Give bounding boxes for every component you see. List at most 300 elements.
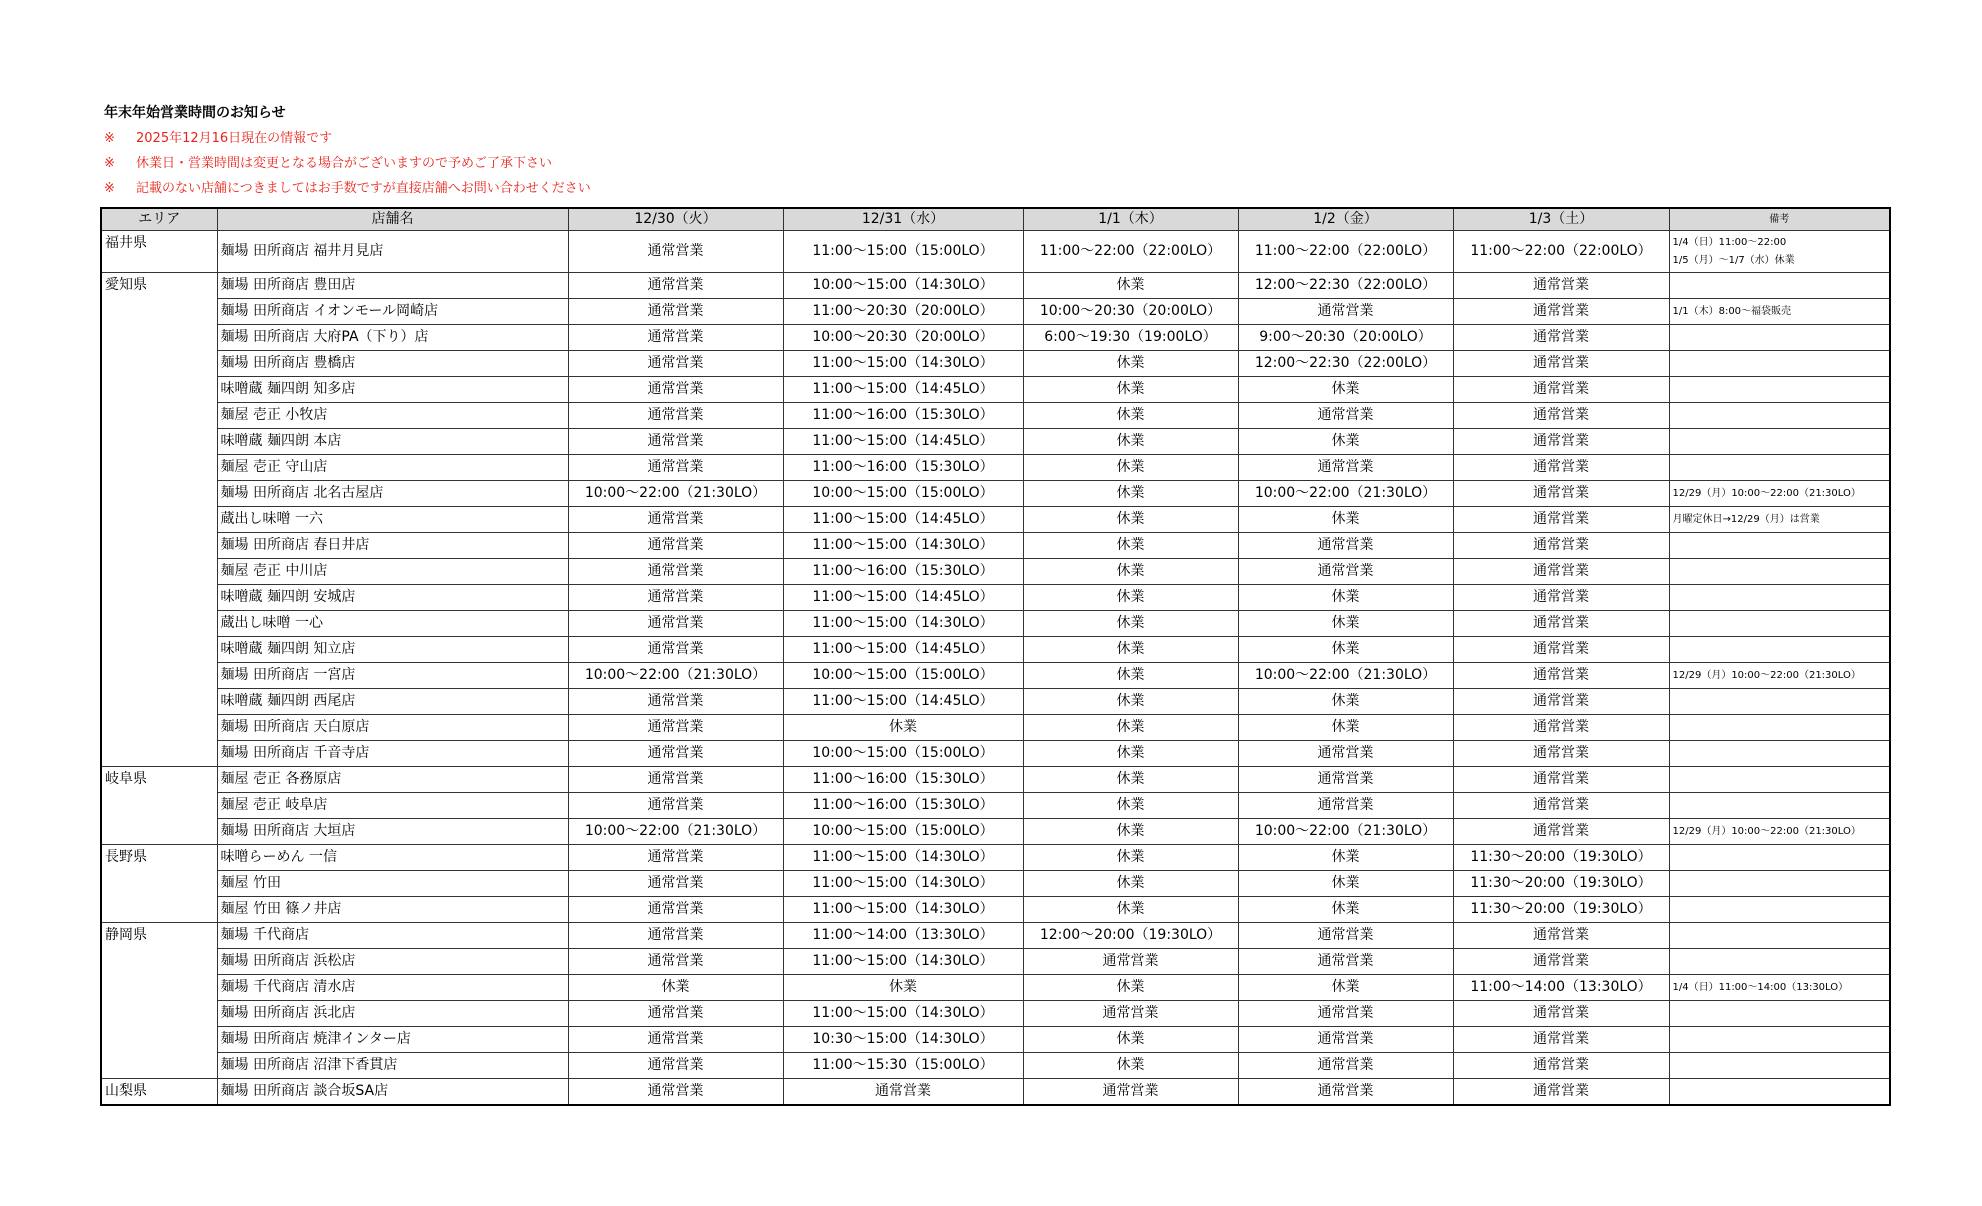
remarks-cell <box>1669 715 1890 741</box>
cell-0102: 通常営業 <box>1238 741 1453 767</box>
cell-0101: 通常営業 <box>1023 1001 1238 1027</box>
cell-1230: 通常営業 <box>568 429 783 455</box>
cell-1230: 10:00～22:00（21:30LO） <box>568 819 783 845</box>
cell-1230: 通常営業 <box>568 949 783 975</box>
cell-0103: 通常営業 <box>1453 455 1669 481</box>
cell-0101: 休業 <box>1023 377 1238 403</box>
cell-1230: 通常営業 <box>568 325 783 351</box>
cell-0102: 通常営業 <box>1238 1001 1453 1027</box>
cell-0102: 通常営業 <box>1238 1053 1453 1079</box>
remarks-cell <box>1669 1053 1890 1079</box>
cell-0103: 通常営業 <box>1453 1027 1669 1053</box>
table-row <box>101 455 1890 481</box>
area-cell: 岐阜県 <box>101 767 217 845</box>
shop-name-cell: 味噌らーめん 一信 <box>217 845 568 871</box>
cell-0101: 休業 <box>1023 559 1238 585</box>
remarks-line: 1/4（日）11:00～22:00 <box>1672 236 1787 248</box>
shop-name-cell: 麺場 田所商店 浜松店 <box>217 949 568 975</box>
cell-0101: 休業 <box>1023 481 1238 507</box>
shop-name-cell: 蔵出し味噌 一六 <box>217 507 568 533</box>
cell-1230: 通常営業 <box>568 403 783 429</box>
cell-1230: 通常営業 <box>568 637 783 663</box>
cell-0103: 通常営業 <box>1453 585 1669 611</box>
cell-1230: 通常営業 <box>568 897 783 923</box>
cell-0101: 休業 <box>1023 429 1238 455</box>
remarks-cell <box>1669 1027 1890 1053</box>
cell-1231: 11:00～15:00（14:45LO） <box>783 689 1023 715</box>
cell-0103: 11:00～22:00（22:00LO） <box>1453 231 1669 273</box>
cell-1231: 10:00～15:00（15:00LO） <box>783 819 1023 845</box>
cell-0103: 通常営業 <box>1453 403 1669 429</box>
cell-1230: 通常営業 <box>568 351 783 377</box>
table-row <box>101 949 1890 975</box>
remarks-cell <box>1669 325 1890 351</box>
shop-name-cell: 麺場 田所商店 天白原店 <box>217 715 568 741</box>
remarks-cell <box>1669 1001 1890 1027</box>
table-row <box>101 611 1890 637</box>
shop-name-cell: 味噌蔵 麺四朗 本店 <box>217 429 568 455</box>
remarks-line: 1/1（木）8:00～福袋販売 <box>1672 306 1792 317</box>
cell-0102: 通常営業 <box>1238 455 1453 481</box>
remarks-cell <box>1669 611 1890 637</box>
notice-note <box>104 126 591 151</box>
cell-1230: 10:00～22:00（21:30LO） <box>568 481 783 507</box>
table-row <box>101 231 1890 273</box>
cell-1230: 通常営業 <box>568 611 783 637</box>
remarks-cell <box>1669 923 1890 949</box>
cell-0101: 休業 <box>1023 403 1238 429</box>
cell-1231: 10:00～15:00（15:00LO） <box>783 663 1023 689</box>
notice-note <box>104 176 591 201</box>
cell-0101: 11:00～22:00（22:00LO） <box>1023 231 1238 273</box>
cell-1230: 通常営業 <box>568 741 783 767</box>
shop-name-cell: 麺場 田所商店 福井月見店 <box>217 231 568 273</box>
col-header-0103: 1/3（土） <box>1453 208 1669 231</box>
cell-1231: 11:00～15:00（14:45LO） <box>783 637 1023 663</box>
cell-0103: 通常営業 <box>1453 429 1669 455</box>
table-row <box>101 663 1890 689</box>
cell-0101: 休業 <box>1023 767 1238 793</box>
table-row <box>101 481 1890 507</box>
shop-name-cell: 麺屋 壱正 守山店 <box>217 455 568 481</box>
cell-0102: 10:00～22:00（21:30LO） <box>1238 481 1453 507</box>
cell-1230: 通常営業 <box>568 793 783 819</box>
table-row <box>101 689 1890 715</box>
remarks-cell <box>1669 793 1890 819</box>
area-cell: 愛知県 <box>101 273 217 767</box>
cell-0102: 通常営業 <box>1238 533 1453 559</box>
cell-0103: 通常営業 <box>1453 819 1669 845</box>
schedule-table <box>100 207 1891 1106</box>
table-row <box>101 819 1890 845</box>
remarks-cell <box>1669 351 1890 377</box>
note-mark: ※ <box>104 156 115 171</box>
shop-name-cell: 麺場 田所商店 春日井店 <box>217 533 568 559</box>
cell-0102: 通常営業 <box>1238 923 1453 949</box>
cell-0102: 休業 <box>1238 715 1453 741</box>
table-row <box>101 273 1890 299</box>
table-row <box>101 403 1890 429</box>
shop-name-cell: 麺屋 壱正 小牧店 <box>217 403 568 429</box>
table-row <box>101 533 1890 559</box>
cell-1231: 11:00～15:00（14:45LO） <box>783 585 1023 611</box>
shop-name-cell: 麺場 田所商店 一宮店 <box>217 663 568 689</box>
area-cell: 長野県 <box>101 845 217 923</box>
cell-0102: 通常営業 <box>1238 403 1453 429</box>
cell-0103: 11:30～20:00（19:30LO） <box>1453 871 1669 897</box>
cell-0101: 休業 <box>1023 507 1238 533</box>
remarks-line: 12/29（月）10:00～22:00（21:30LO） <box>1672 488 1861 499</box>
shop-name-cell: 麺場 千代商店 清水店 <box>217 975 568 1001</box>
shop-name-cell: 味噌蔵 麺四朗 知多店 <box>217 377 568 403</box>
table-row <box>101 1001 1890 1027</box>
notice-header <box>104 100 591 201</box>
shop-name-cell: 麺屋 壱正 岐阜店 <box>217 793 568 819</box>
shop-name-cell: 麺場 田所商店 千音寺店 <box>217 741 568 767</box>
cell-1230: 通常営業 <box>568 767 783 793</box>
cell-0102: 10:00～22:00（21:30LO） <box>1238 663 1453 689</box>
cell-1231: 11:00～15:00（14:30LO） <box>783 611 1023 637</box>
cell-0101: 休業 <box>1023 637 1238 663</box>
cell-1231: 11:00～15:00（14:30LO） <box>783 533 1023 559</box>
cell-0103: 通常営業 <box>1453 949 1669 975</box>
table-row <box>101 871 1890 897</box>
remarks-cell <box>1669 299 1890 325</box>
table-row <box>101 429 1890 455</box>
page-title: 年末年始営業時間のお知らせ <box>104 105 286 121</box>
remarks-cell <box>1669 819 1890 845</box>
remarks-cell <box>1669 481 1890 507</box>
cell-0101: 休業 <box>1023 273 1238 299</box>
cell-0102: 通常営業 <box>1238 299 1453 325</box>
table-row <box>101 299 1890 325</box>
cell-0103: 通常営業 <box>1453 793 1669 819</box>
cell-0102: 11:00～22:00（22:00LO） <box>1238 231 1453 273</box>
note-text: 記載のない店舗につきましてはお手数ですが直接店舗へお問い合わせください <box>136 181 591 196</box>
table-row <box>101 767 1890 793</box>
area-cell: 福井県 <box>101 231 217 273</box>
cell-0103: 通常営業 <box>1453 767 1669 793</box>
cell-0102: 9:00～20:30（20:00LO） <box>1238 325 1453 351</box>
cell-0102: 休業 <box>1238 975 1453 1001</box>
note-mark: ※ <box>104 181 115 196</box>
col-header-remarks: 備考 <box>1669 208 1890 231</box>
cell-0103: 通常営業 <box>1453 273 1669 299</box>
table-row <box>101 923 1890 949</box>
col-header-0102: 1/2（金） <box>1238 208 1453 231</box>
cell-1231: 11:00～15:00（14:45LO） <box>783 429 1023 455</box>
table-row <box>101 975 1890 1001</box>
remarks-line: 12/29（月）10:00～22:00（21:30LO） <box>1672 826 1861 837</box>
shop-name-cell: 麺場 田所商店 大垣店 <box>217 819 568 845</box>
cell-0102: 休業 <box>1238 585 1453 611</box>
cell-0102: 休業 <box>1238 507 1453 533</box>
cell-0103: 11:30～20:00（19:30LO） <box>1453 845 1669 871</box>
remarks-cell <box>1669 455 1890 481</box>
cell-1230: 通常営業 <box>568 845 783 871</box>
cell-0103: 11:00～14:00（13:30LO） <box>1453 975 1669 1001</box>
table-row <box>101 897 1890 923</box>
col-header-shop: 店舗名 <box>217 208 568 231</box>
cell-1231: 10:00～20:30（20:00LO） <box>783 325 1023 351</box>
remarks-line: 1/4（日）11:00～14:00（13:30LO） <box>1672 982 1849 993</box>
cell-0101: 休業 <box>1023 351 1238 377</box>
shop-name-cell: 麺場 田所商店 豊橋店 <box>217 351 568 377</box>
col-header-1230: 12/30（火） <box>568 208 783 231</box>
col-header-1231: 12/31（水） <box>783 208 1023 231</box>
cell-0101: 通常営業 <box>1023 949 1238 975</box>
table-header <box>101 208 1890 231</box>
cell-0101: 休業 <box>1023 611 1238 637</box>
note-mark: ※ <box>104 131 115 146</box>
shop-name-cell: 麺場 田所商店 イオンモール岡崎店 <box>217 299 568 325</box>
cell-0101: 通常営業 <box>1023 1079 1238 1106</box>
remarks-cell <box>1669 1079 1890 1106</box>
cell-1231: 10:00～15:00（15:00LO） <box>783 741 1023 767</box>
table-row <box>101 1079 1890 1106</box>
shop-name-cell: 麺場 田所商店 浜北店 <box>217 1001 568 1027</box>
cell-1231: 11:00～15:00（14:30LO） <box>783 1001 1023 1027</box>
table-row <box>101 507 1890 533</box>
cell-0102: 休業 <box>1238 377 1453 403</box>
shop-name-cell: 麺屋 竹田 <box>217 871 568 897</box>
cell-0101: 休業 <box>1023 845 1238 871</box>
remarks-cell <box>1669 975 1890 1001</box>
cell-0103: 通常営業 <box>1453 715 1669 741</box>
cell-0103: 通常営業 <box>1453 299 1669 325</box>
cell-1231: 11:00～16:00（15:30LO） <box>783 559 1023 585</box>
cell-1231: 11:00～15:00（14:45LO） <box>783 377 1023 403</box>
cell-1230: 通常営業 <box>568 1079 783 1106</box>
cell-1230: 通常営業 <box>568 455 783 481</box>
remarks-cell <box>1669 871 1890 897</box>
remarks-cell <box>1669 689 1890 715</box>
cell-1231: 11:00～15:30（15:00LO） <box>783 1053 1023 1079</box>
cell-0103: 通常営業 <box>1453 1001 1669 1027</box>
table-row <box>101 793 1890 819</box>
cell-1230: 通常営業 <box>568 231 783 273</box>
table-row <box>101 637 1890 663</box>
cell-0103: 通常営業 <box>1453 351 1669 377</box>
cell-0101: 休業 <box>1023 1053 1238 1079</box>
shop-name-cell: 麺屋 壱正 中川店 <box>217 559 568 585</box>
cell-0101: 10:00～20:30（20:00LO） <box>1023 299 1238 325</box>
cell-0101: 休業 <box>1023 533 1238 559</box>
cell-0101: 休業 <box>1023 663 1238 689</box>
cell-0103: 通常営業 <box>1453 325 1669 351</box>
notice-note <box>104 151 591 176</box>
remarks-line: 月曜定休日→12/29（月）は営業 <box>1672 514 1820 525</box>
cell-0101: 休業 <box>1023 455 1238 481</box>
cell-0102: 通常営業 <box>1238 949 1453 975</box>
cell-1230: 通常営業 <box>568 871 783 897</box>
table-body <box>101 231 1890 1106</box>
cell-1231: 10:00～15:00（14:30LO） <box>783 273 1023 299</box>
cell-0101: 6:00～19:30（19:00LO） <box>1023 325 1238 351</box>
cell-0103: 通常営業 <box>1453 533 1669 559</box>
remarks-cell <box>1669 429 1890 455</box>
cell-0103: 通常営業 <box>1453 741 1669 767</box>
table-row <box>101 1027 1890 1053</box>
cell-0102: 休業 <box>1238 689 1453 715</box>
table-row <box>101 741 1890 767</box>
cell-1231: 11:00～16:00（15:30LO） <box>783 793 1023 819</box>
cell-1230: 通常営業 <box>568 559 783 585</box>
shop-name-cell: 麺場 田所商店 談合坂SA店 <box>217 1079 568 1106</box>
cell-0102: 通常営業 <box>1238 559 1453 585</box>
cell-0101: 休業 <box>1023 819 1238 845</box>
cell-0102: 休業 <box>1238 871 1453 897</box>
cell-1230: 通常営業 <box>568 273 783 299</box>
table-row <box>101 585 1890 611</box>
shop-name-cell: 麺場 田所商店 豊田店 <box>217 273 568 299</box>
cell-0103: 通常営業 <box>1453 377 1669 403</box>
cell-1231: 11:00～15:00（14:30LO） <box>783 897 1023 923</box>
table-row <box>101 1053 1890 1079</box>
cell-0103: 通常営業 <box>1453 663 1669 689</box>
cell-1230: 通常営業 <box>568 507 783 533</box>
remarks-line: 12/29（月）10:00～22:00（21:30LO） <box>1672 670 1861 681</box>
col-header-0101: 1/1（木） <box>1023 208 1238 231</box>
cell-1230: 通常営業 <box>568 715 783 741</box>
table-row <box>101 845 1890 871</box>
cell-1230: 通常営業 <box>568 923 783 949</box>
shop-name-cell: 麺屋 壱正 各務原店 <box>217 767 568 793</box>
remarks-cell <box>1669 507 1890 533</box>
cell-0101: 休業 <box>1023 741 1238 767</box>
cell-1231: 11:00～15:00（14:45LO） <box>783 507 1023 533</box>
cell-1230: 10:00～22:00（21:30LO） <box>568 663 783 689</box>
cell-0101: 休業 <box>1023 585 1238 611</box>
cell-0103: 通常営業 <box>1453 611 1669 637</box>
cell-0102: 休業 <box>1238 897 1453 923</box>
cell-0101: 12:00～20:00（19:30LO） <box>1023 923 1238 949</box>
cell-1231: 11:00～14:00（13:30LO） <box>783 923 1023 949</box>
cell-1231: 休業 <box>783 975 1023 1001</box>
cell-0101: 休業 <box>1023 975 1238 1001</box>
cell-0102: 通常営業 <box>1238 793 1453 819</box>
remarks-cell <box>1669 637 1890 663</box>
cell-0103: 11:30～20:00（19:30LO） <box>1453 897 1669 923</box>
cell-1230: 通常営業 <box>568 377 783 403</box>
shop-name-cell: 味噌蔵 麺四朗 安城店 <box>217 585 568 611</box>
remarks-cell <box>1669 533 1890 559</box>
shop-name-cell: 蔵出し味噌 一心 <box>217 611 568 637</box>
table-row <box>101 325 1890 351</box>
cell-0102: 通常営業 <box>1238 1027 1453 1053</box>
cell-1230: 通常営業 <box>568 585 783 611</box>
note-text: 2025年12月16日現在の情報です <box>136 131 333 146</box>
cell-1231: 11:00～15:00（14:30LO） <box>783 351 1023 377</box>
table-row <box>101 715 1890 741</box>
cell-1230: 通常営業 <box>568 1027 783 1053</box>
cell-0101: 休業 <box>1023 689 1238 715</box>
cell-1231: 10:00～15:00（15:00LO） <box>783 481 1023 507</box>
cell-0102: 12:00～22:30（22:00LO） <box>1238 273 1453 299</box>
cell-0102: 12:00～22:30（22:00LO） <box>1238 351 1453 377</box>
cell-0103: 通常営業 <box>1453 923 1669 949</box>
cell-0103: 通常営業 <box>1453 1079 1669 1106</box>
remarks-cell <box>1669 845 1890 871</box>
cell-0101: 休業 <box>1023 793 1238 819</box>
cell-1231: 11:00～15:00（14:30LO） <box>783 845 1023 871</box>
table-row <box>101 351 1890 377</box>
remarks-cell <box>1669 585 1890 611</box>
cell-1231: 11:00～20:30（20:00LO） <box>783 299 1023 325</box>
cell-1231: 10:30～15:00（14:30LO） <box>783 1027 1023 1053</box>
shop-name-cell: 麺場 田所商店 大府PA（下り）店 <box>217 325 568 351</box>
cell-1231: 11:00～16:00（15:30LO） <box>783 403 1023 429</box>
cell-0102: 休業 <box>1238 611 1453 637</box>
cell-0102: 通常営業 <box>1238 1079 1453 1106</box>
area-cell: 山梨県 <box>101 1079 217 1106</box>
cell-1231: 11:00～15:00（14:30LO） <box>783 949 1023 975</box>
remarks-cell <box>1669 741 1890 767</box>
shop-name-cell: 麺場 千代商店 <box>217 923 568 949</box>
header-row <box>101 208 1890 231</box>
table-row <box>101 559 1890 585</box>
cell-0103: 通常営業 <box>1453 689 1669 715</box>
remarks-cell <box>1669 403 1890 429</box>
shop-name-cell: 味噌蔵 麺四朗 知立店 <box>217 637 568 663</box>
remarks-line: 1/5（月）～1/7（水）休業 <box>1672 254 1795 266</box>
cell-1231: 11:00～15:00（14:30LO） <box>783 871 1023 897</box>
remarks-cell <box>1669 663 1890 689</box>
cell-1230: 通常営業 <box>568 689 783 715</box>
cell-1230: 通常営業 <box>568 533 783 559</box>
cell-0102: 休業 <box>1238 845 1453 871</box>
area-cell: 静岡県 <box>101 923 217 1079</box>
table-row <box>101 377 1890 403</box>
cell-0103: 通常営業 <box>1453 637 1669 663</box>
col-header-area: エリア <box>101 208 217 231</box>
cell-0101: 休業 <box>1023 1027 1238 1053</box>
remarks-cell <box>1669 897 1890 923</box>
cell-0103: 通常営業 <box>1453 559 1669 585</box>
shop-name-cell: 麺場 田所商店 北名古屋店 <box>217 481 568 507</box>
remarks-cell <box>1669 377 1890 403</box>
cell-0102: 10:00～22:00（21:30LO） <box>1238 819 1453 845</box>
remarks-cell <box>1669 767 1890 793</box>
cell-0103: 通常営業 <box>1453 481 1669 507</box>
shop-name-cell: 麺屋 竹田 篠ノ井店 <box>217 897 568 923</box>
cell-0102: 休業 <box>1238 429 1453 455</box>
note-text: 休業日・営業時間は変更となる場合がございますので予めご了承下さい <box>136 156 553 171</box>
shop-name-cell: 麺場 田所商店 沼津下香貫店 <box>217 1053 568 1079</box>
cell-1231: 休業 <box>783 715 1023 741</box>
shop-name-cell: 麺場 田所商店 焼津インター店 <box>217 1027 568 1053</box>
shop-name-cell: 味噌蔵 麺四朗 西尾店 <box>217 689 568 715</box>
cell-1231: 11:00～16:00（15:30LO） <box>783 767 1023 793</box>
remarks-cell <box>1669 231 1890 273</box>
cell-0102: 通常営業 <box>1238 767 1453 793</box>
cell-0101: 休業 <box>1023 715 1238 741</box>
remarks-cell <box>1669 949 1890 975</box>
cell-1231: 11:00～15:00（15:00LO） <box>783 231 1023 273</box>
cell-0101: 休業 <box>1023 897 1238 923</box>
cell-1230: 通常営業 <box>568 299 783 325</box>
cell-1230: 通常営業 <box>568 1001 783 1027</box>
cell-0101: 休業 <box>1023 871 1238 897</box>
remarks-cell <box>1669 273 1890 299</box>
cell-1231: 11:00～16:00（15:30LO） <box>783 455 1023 481</box>
cell-0103: 通常営業 <box>1453 1053 1669 1079</box>
cell-1231: 通常営業 <box>783 1079 1023 1106</box>
cell-0102: 休業 <box>1238 637 1453 663</box>
cell-1230: 通常営業 <box>568 1053 783 1079</box>
remarks-cell <box>1669 559 1890 585</box>
cell-0103: 通常営業 <box>1453 507 1669 533</box>
